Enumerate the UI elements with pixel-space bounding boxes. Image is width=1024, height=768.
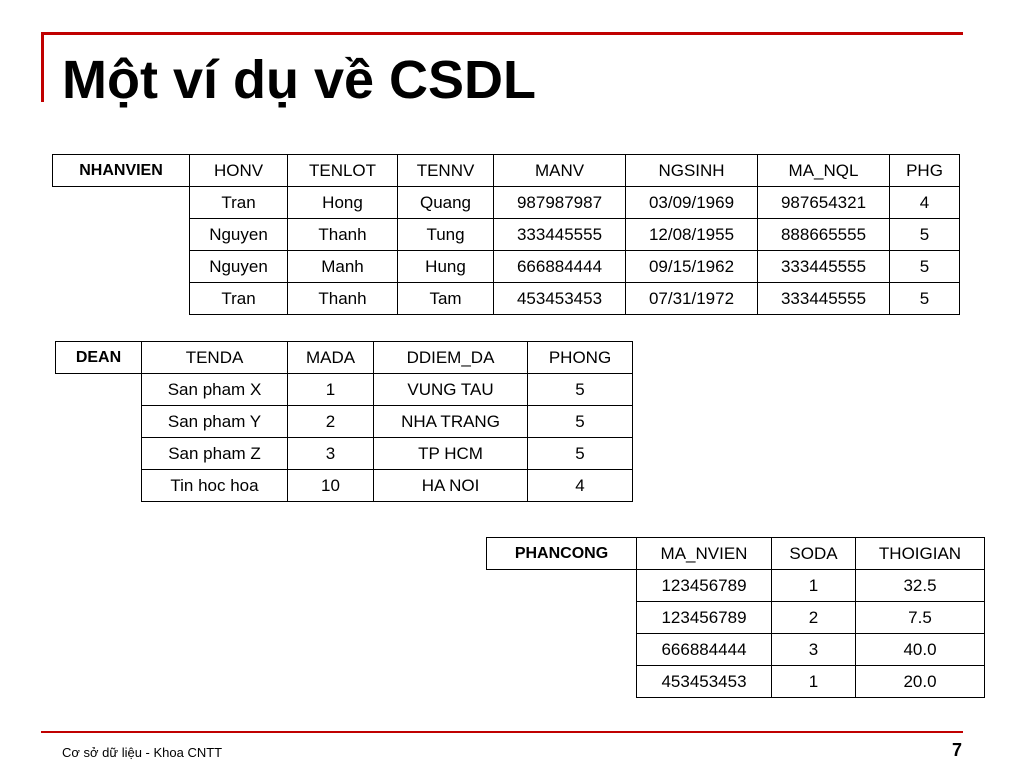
- table-cell: VUNG TAU: [374, 374, 528, 406]
- table-cell: TP HCM: [374, 438, 528, 470]
- table-cell: 20.0: [856, 666, 985, 698]
- page-number: 7: [951, 740, 962, 760]
- table-cell: NHA TRANG: [374, 406, 528, 438]
- relation-name: DEAN: [56, 342, 142, 374]
- table-cell: 5: [890, 283, 960, 315]
- table-cell: 12/08/1955: [626, 219, 758, 251]
- row-spacer: [56, 470, 142, 502]
- table-cell: 5: [890, 219, 960, 251]
- table-cell: 5: [528, 374, 633, 406]
- table-cell: 888665555: [758, 219, 890, 251]
- phancong-table: [486, 537, 985, 698]
- title-accent-bar: [41, 32, 44, 102]
- column-header: TENLOT: [288, 155, 398, 187]
- table-cell: Tam: [398, 283, 494, 315]
- row-spacer: [487, 666, 637, 698]
- column-header: PHONG: [528, 342, 633, 374]
- table-row: [56, 374, 633, 406]
- row-spacer: [53, 219, 190, 251]
- table-row: [56, 438, 633, 470]
- table-row: [487, 634, 985, 666]
- table-cell: 2: [772, 602, 856, 634]
- table-row: [53, 219, 960, 251]
- column-header: MA_NQL: [758, 155, 890, 187]
- table-cell: 4: [528, 470, 633, 502]
- table-header-row: [53, 155, 960, 187]
- table-cell: 2: [288, 406, 374, 438]
- table-cell: Quang: [398, 187, 494, 219]
- table-cell: 5: [890, 251, 960, 283]
- column-header: MA_NVIEN: [637, 538, 772, 570]
- table-cell: 5: [528, 438, 633, 470]
- table-row: [53, 187, 960, 219]
- column-header: SODA: [772, 538, 856, 570]
- column-header: NGSINH: [626, 155, 758, 187]
- table-cell: 453453453: [637, 666, 772, 698]
- table-cell: Nguyen: [190, 219, 288, 251]
- column-header: PHG: [890, 155, 960, 187]
- table-cell: 123456789: [637, 570, 772, 602]
- nhanvien-table: [52, 154, 960, 315]
- table-cell: Tran: [190, 187, 288, 219]
- table-cell: 40.0: [856, 634, 985, 666]
- table-row: [487, 602, 985, 634]
- table-cell: 333445555: [494, 219, 626, 251]
- row-spacer: [53, 251, 190, 283]
- table-cell: Hong: [288, 187, 398, 219]
- footer-text: Cơ sở dữ liệu - Khoa CNTT: [62, 745, 223, 760]
- table-row: [53, 251, 960, 283]
- column-header: TENDA: [142, 342, 288, 374]
- table-cell: Hung: [398, 251, 494, 283]
- table-cell: 333445555: [758, 283, 890, 315]
- table-cell: Tung: [398, 219, 494, 251]
- table-cell: 333445555: [758, 251, 890, 283]
- table-cell: 1: [772, 666, 856, 698]
- row-spacer: [56, 374, 142, 406]
- table-cell: 987987987: [494, 187, 626, 219]
- table-cell: 07/31/1972: [626, 283, 758, 315]
- footer-divider: [41, 731, 963, 733]
- table-cell: San pham Y: [142, 406, 288, 438]
- table-cell: 666884444: [494, 251, 626, 283]
- relation-name: PHANCONG: [487, 538, 637, 570]
- table-row: [56, 470, 633, 502]
- table-cell: 32.5: [856, 570, 985, 602]
- column-header: THOIGIAN: [856, 538, 985, 570]
- table-row: [53, 283, 960, 315]
- slide-title: Một ví dụ về CSDL: [62, 50, 537, 110]
- column-header: HONV: [190, 155, 288, 187]
- table-cell: HA NOI: [374, 470, 528, 502]
- table-row: [56, 406, 633, 438]
- row-spacer: [53, 187, 190, 219]
- table-cell: 3: [772, 634, 856, 666]
- table-cell: 03/09/1969: [626, 187, 758, 219]
- table-cell: 453453453: [494, 283, 626, 315]
- table-cell: 666884444: [637, 634, 772, 666]
- table-cell: Thanh: [288, 219, 398, 251]
- row-spacer: [487, 570, 637, 602]
- column-header: MADA: [288, 342, 374, 374]
- table-row: [487, 570, 985, 602]
- relation-name: NHANVIEN: [53, 155, 190, 187]
- row-spacer: [53, 283, 190, 315]
- table-cell: San pham X: [142, 374, 288, 406]
- column-header: TENNV: [398, 155, 494, 187]
- table-row: [487, 666, 985, 698]
- column-header: MANV: [494, 155, 626, 187]
- table-cell: 10: [288, 470, 374, 502]
- title-accent-line: [41, 32, 963, 35]
- table-cell: 3: [288, 438, 374, 470]
- table-cell: 123456789: [637, 602, 772, 634]
- table-cell: Thanh: [288, 283, 398, 315]
- table-cell: 1: [772, 570, 856, 602]
- row-spacer: [487, 634, 637, 666]
- table-cell: 987654321: [758, 187, 890, 219]
- row-spacer: [56, 438, 142, 470]
- table-cell: Nguyen: [190, 251, 288, 283]
- table-cell: Tin hoc hoa: [142, 470, 288, 502]
- table-cell: Manh: [288, 251, 398, 283]
- table-cell: San pham Z: [142, 438, 288, 470]
- table-cell: 4: [890, 187, 960, 219]
- table-cell: Tran: [190, 283, 288, 315]
- column-header: DDIEM_DA: [374, 342, 528, 374]
- table-cell: 7.5: [856, 602, 985, 634]
- table-header-row: [56, 342, 633, 374]
- table-cell: 5: [528, 406, 633, 438]
- row-spacer: [56, 406, 142, 438]
- row-spacer: [487, 602, 637, 634]
- dean-table: [55, 341, 633, 502]
- table-header-row: [487, 538, 985, 570]
- table-cell: 1: [288, 374, 374, 406]
- table-cell: 09/15/1962: [626, 251, 758, 283]
